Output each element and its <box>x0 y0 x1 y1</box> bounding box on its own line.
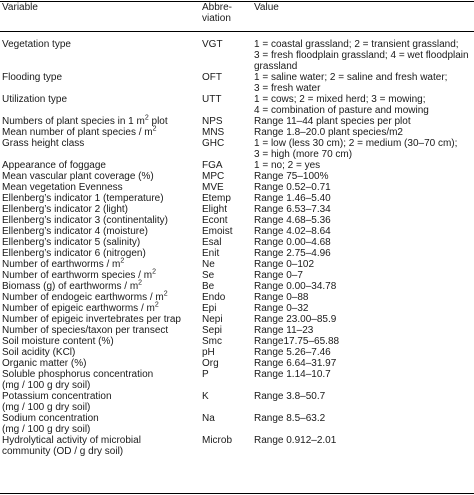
abbreviation-cell: Econt <box>202 215 228 226</box>
abbreviation-cell: Epi <box>202 303 217 314</box>
table-row <box>0 369 474 391</box>
variable-text: Number of endogeic earthworms / m <box>2 292 164 303</box>
table-row <box>0 171 474 182</box>
value-cell: Range 3.8–50.7 <box>254 391 326 402</box>
variable-cell <box>2 292 198 303</box>
variable-text: Mean vegetation Evenness <box>2 182 123 193</box>
variable-cell <box>2 270 198 281</box>
superscript: 2 <box>144 114 149 122</box>
table-row <box>0 215 474 226</box>
abbreviation-cell: Elight <box>202 204 228 215</box>
table-row <box>0 358 474 369</box>
abbreviation-cell: K <box>202 391 209 402</box>
superscript: 2 <box>152 125 157 133</box>
variable-cell <box>2 259 198 270</box>
bottom-rule <box>0 493 474 494</box>
table-row <box>0 193 474 204</box>
variable-text: Ellenberg’s indicator 1 (temperature) <box>2 193 164 204</box>
header-rule <box>0 31 474 32</box>
variable-text: Number of earthworm species / m <box>2 270 153 281</box>
variable-text: Organic matter (%) <box>2 358 87 369</box>
variable-text: Ellenberg’s indicator 5 (salinity) <box>2 237 141 248</box>
table-row <box>0 435 474 457</box>
variable-text: Flooding type <box>2 72 63 83</box>
superscript: 2 <box>152 268 156 276</box>
header-value: Value <box>254 2 279 13</box>
abbreviation-cell: Se <box>202 270 215 281</box>
abbreviation-cell: Smc <box>202 336 222 347</box>
variable-cell <box>2 413 198 435</box>
variable-cell <box>2 314 198 325</box>
table-row <box>0 281 474 292</box>
abbreviation-cell: Be <box>202 281 215 292</box>
abbreviation-cell: Microb <box>202 435 233 446</box>
variable-cell <box>2 369 198 391</box>
variable-cell <box>2 325 198 336</box>
variable-text: Utilization type <box>2 94 68 105</box>
table-row <box>0 259 474 270</box>
variable-text: Hydrolytical activity of microbial community (OD / g dry soil) <box>2 435 141 457</box>
variable-text: Number of epigeic invertebrates per trap <box>2 314 181 325</box>
abbreviation-cell: NPS <box>202 116 223 127</box>
value-cell: Range 1.8–20.0 plant species/m2 <box>254 127 403 138</box>
table-row <box>0 116 474 127</box>
variable-text: Soluble phosphorus concentration (mg / 100 g dry soil) <box>2 369 154 391</box>
value-cell: Range 4.02–8.64 <box>254 226 331 237</box>
table-row <box>0 347 474 358</box>
variable-text: Ellenberg’s indicator 3 (continentality) <box>2 215 169 226</box>
table-row <box>0 160 474 171</box>
header-variable: Variable <box>2 2 38 13</box>
abbreviation-cell: MVE <box>202 182 224 193</box>
abbreviation-cell: pH <box>202 347 215 358</box>
value-cell: Range 11–23 <box>254 325 314 336</box>
variable-cell <box>2 182 198 193</box>
variable-text: Sodium concentration (mg / 100 g dry soil) <box>2 413 99 435</box>
variable-cell <box>2 138 198 149</box>
value-cell: Range 0–102 <box>254 259 315 270</box>
abbreviation-cell: FGA <box>202 160 223 171</box>
variable-cell <box>2 116 198 127</box>
variable-cell <box>2 171 198 182</box>
value-cell: Range 23.00–85.9 <box>254 314 337 325</box>
superscript: 2 <box>154 301 159 309</box>
variable-cell <box>2 237 198 248</box>
table-row <box>0 303 474 314</box>
variable-text: Appearance of foggage <box>2 160 106 171</box>
variable-cell <box>2 94 198 105</box>
value-cell: Range 6.64–31.97 <box>254 358 337 369</box>
superscript: 2 <box>120 257 125 265</box>
variable-text-suffix: plot <box>148 116 168 127</box>
table-row <box>0 182 474 193</box>
value-cell: Range 0.00–4.68 <box>254 237 331 248</box>
variable-cell <box>2 303 198 314</box>
value-cell: Range 75–100% <box>254 171 329 182</box>
value-cell: Range 2.75–4.96 <box>254 248 331 259</box>
table-row <box>0 138 474 160</box>
variable-cell <box>2 358 198 369</box>
variable-cell <box>2 160 198 171</box>
variable-cell <box>2 127 198 138</box>
variable-cell <box>2 336 198 347</box>
table-row <box>0 325 474 336</box>
variable-cell <box>2 204 198 215</box>
abbreviation-cell: Org <box>202 358 219 369</box>
abbreviation-cell: Esal <box>202 237 222 248</box>
variable-cell <box>2 248 198 259</box>
variable-text: Number of epigeic earthworms / m <box>2 303 155 314</box>
abbreviation-cell: Sepi <box>202 325 223 336</box>
variable-cell <box>2 347 198 358</box>
abbreviation-cell: Endo <box>202 292 226 303</box>
variable-text: Potassium concentration (mg / 100 g dry soil) <box>2 391 112 413</box>
value-cell: 1 = low (less 30 cm); 2 = medium (30–70 cm); 3 = high (more 70 cm) <box>254 138 458 160</box>
abbreviation-cell: P <box>202 369 209 380</box>
variable-text: Number of earthworms / m <box>2 259 121 270</box>
abbreviation-cell: GHC <box>202 138 225 149</box>
table-row <box>0 94 474 116</box>
variable-text: Numbers of plant species in 1 m <box>2 116 145 127</box>
variable-text: Number of species/taxon per transect <box>2 325 169 336</box>
abbreviation-cell: Emoist <box>202 226 233 237</box>
value-cell: 1 = cows; 2 = mixed herd; 3 = mowing; 4 = combination of pasture and mowing <box>254 94 429 116</box>
abbreviation-cell: Etemp <box>202 193 231 204</box>
abbreviation-cell: Enit <box>202 248 220 259</box>
abbreviation-cell: Ne <box>202 259 215 270</box>
table-row <box>0 270 474 281</box>
table-row <box>0 72 474 94</box>
variable-cell <box>2 391 198 413</box>
variable-cell <box>2 193 198 204</box>
value-cell: Range 0–7 <box>254 270 303 281</box>
variable-text: Ellenberg’s indicator 4 (moisture) <box>2 226 148 237</box>
variable-text: Grass height class <box>2 138 85 149</box>
value-cell: Range 1.14–10.7 <box>254 369 331 380</box>
variable-text: Soil moisture content (%) <box>2 336 114 347</box>
superscript: 2 <box>163 290 168 298</box>
table-header <box>0 1 474 31</box>
table-row <box>0 391 474 413</box>
table-row <box>0 336 474 347</box>
variable-text: Ellenberg’s indicator 2 (light) <box>2 204 128 215</box>
value-cell: Range 6.53–7.34 <box>254 204 331 215</box>
abbreviation-cell: MPC <box>202 171 225 182</box>
value-cell: 1 = coastal grassland; 2 = transient grassland; 3 = fresh floodplain grassland; 4 = wet floodplain grassland <box>254 39 469 72</box>
variable-text: Mean number of plant species / m <box>2 127 153 138</box>
abbreviation-cell: OFT <box>202 72 222 83</box>
value-cell: Range 5.26–7.46 <box>254 347 331 358</box>
variable-cell <box>2 435 198 457</box>
value-cell: Range 4.68–5.36 <box>254 215 331 226</box>
value-cell: Range 8.5–63.2 <box>254 413 326 424</box>
variable-cell <box>2 215 198 226</box>
variable-cell <box>2 39 198 50</box>
header-abbreviation: Abbre- viation <box>202 2 233 24</box>
value-cell: Range 0–32 <box>254 303 309 314</box>
table-row <box>0 39 474 72</box>
table-row <box>0 237 474 248</box>
table-row <box>0 248 474 259</box>
table-row <box>0 292 474 303</box>
variable-text: Vegetation type <box>2 39 71 50</box>
superscript: 2 <box>138 279 143 287</box>
variable-text: Mean vascular plant coverage (%) <box>2 171 154 182</box>
variable-cell <box>2 72 198 83</box>
value-cell: 1 = no; 2 = yes <box>254 160 321 171</box>
value-cell: Range 0.00–34.78 <box>254 281 337 292</box>
variable-cell <box>2 226 198 237</box>
table-row <box>0 127 474 138</box>
variable-text: Ellenberg’s indicator 6 (nitrogen) <box>2 248 146 259</box>
value-cell: Range 0.912–2.01 <box>254 435 337 446</box>
table-row <box>0 413 474 435</box>
table-body <box>0 39 474 457</box>
value-cell: Range 11–44 plant species per plot <box>254 116 411 127</box>
variable-text: Soil acidity (KCl) <box>2 347 76 358</box>
value-cell: Range 1.46–5.40 <box>254 193 331 204</box>
table-row <box>0 204 474 215</box>
abbreviation-cell: Nepi <box>202 314 223 325</box>
variable-text: Biomass (g) of earthworms / m <box>2 281 139 292</box>
abbreviation-cell: MNS <box>202 127 225 138</box>
abbreviation-cell: UTT <box>202 94 222 105</box>
value-cell: Range17.75–65.88 <box>254 336 340 347</box>
abbreviation-cell: VGT <box>202 39 223 50</box>
table-row <box>0 226 474 237</box>
abbreviation-cell: Na <box>202 413 215 424</box>
table-row <box>0 314 474 325</box>
value-cell: Range 0–88 <box>254 292 309 303</box>
value-cell: Range 0.52–0.71 <box>254 182 331 193</box>
variable-cell <box>2 281 198 292</box>
value-cell: 1 = saline water; 2 = saline and fresh water; 3 = fresh water <box>254 72 448 94</box>
